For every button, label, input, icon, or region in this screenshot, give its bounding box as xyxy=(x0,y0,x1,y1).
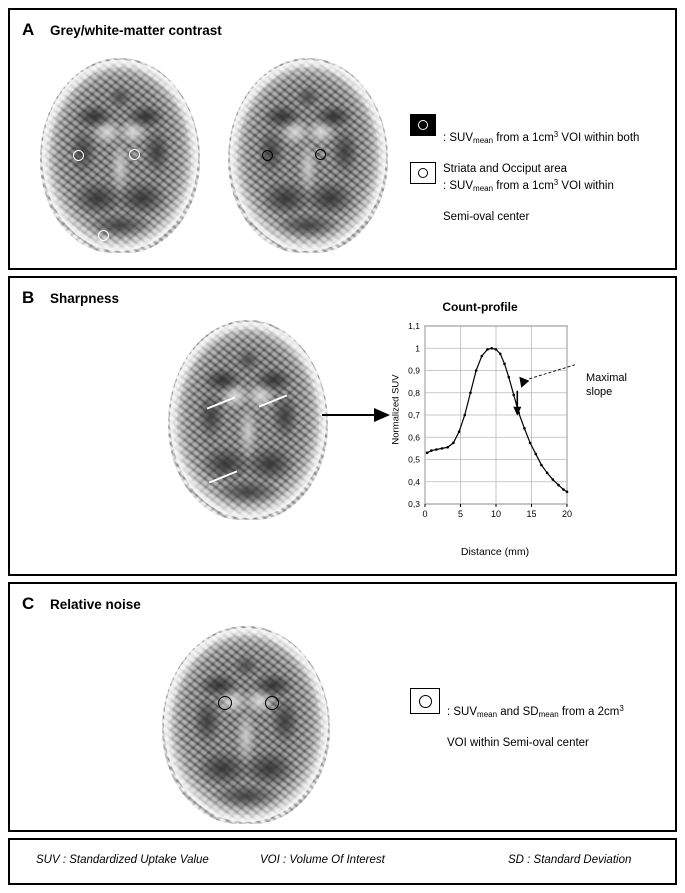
brain-image-c xyxy=(162,626,330,824)
footer-voi: VOI : Volume Of Interest xyxy=(260,854,385,866)
svg-text:5: 5 xyxy=(457,509,464,519)
brain-texture xyxy=(228,58,388,253)
svg-text:0,4: 0,4 xyxy=(408,476,420,487)
count-profile-chart xyxy=(385,300,575,558)
legend-row-noise xyxy=(410,688,670,751)
legend-text-noise xyxy=(447,688,624,751)
open-circle-box-icon xyxy=(410,162,436,184)
legend-noise-sub2: mean xyxy=(538,710,559,720)
panel-c-letter: C xyxy=(22,594,35,613)
pointer-arrow-icon xyxy=(322,406,390,424)
legend-striata-post: VOI within both xyxy=(558,132,640,145)
legend-semioval-sub: mean xyxy=(473,184,494,194)
panel-b-letter: B xyxy=(22,288,35,307)
panel-a-title: Grey/white-matter contrast xyxy=(50,23,222,38)
panel-b xyxy=(8,276,677,576)
legend-semioval-mid: from a 1cm xyxy=(493,180,554,193)
circle-glyph xyxy=(418,168,428,178)
voi-marker-noise-left xyxy=(218,696,232,710)
legend-noise-mid2: from a 2cm xyxy=(558,706,620,719)
panel-c-title: Relative noise xyxy=(50,597,141,612)
legend-noise-sup: 3 xyxy=(619,704,624,714)
legend-striata-line2: Striata and Occiput area xyxy=(443,162,568,175)
svg-text:0,5: 0,5 xyxy=(408,454,420,465)
circle-glyph xyxy=(419,695,432,708)
chart-xlabel: Distance (mm) xyxy=(460,546,530,558)
voi-marker-noise-right xyxy=(265,696,279,710)
maximal-slope-annotation xyxy=(586,372,627,400)
legend-semioval-sup: 3 xyxy=(553,178,559,188)
filled-circle-box-icon xyxy=(410,114,436,136)
svg-text:0,9: 0,9 xyxy=(408,365,420,376)
circle-glyph xyxy=(418,120,428,130)
brain-texture xyxy=(168,320,328,520)
chart-title: Count-profile xyxy=(442,300,518,314)
maximal-slope-line2: slope xyxy=(586,385,613,398)
legend-noise-mid: and SD xyxy=(497,706,539,719)
legend-semioval-pre: : SUV xyxy=(443,180,474,193)
legend-noise-sub: mean xyxy=(477,710,498,720)
panel-footer xyxy=(8,838,677,885)
footer-sd: SD : Standard Deviation xyxy=(508,854,632,866)
chart-canvas xyxy=(385,318,575,542)
legend-striata-mid: from a 1cm xyxy=(493,132,554,145)
legend-semioval-line2: Semi-oval center xyxy=(443,210,530,223)
svg-text:0,7: 0,7 xyxy=(408,410,420,421)
svg-text:0,3: 0,3 xyxy=(408,499,420,510)
panel-b-title: Sharpness xyxy=(50,291,120,306)
open-circle-box-icon xyxy=(410,688,440,714)
legend-text-semioval xyxy=(443,162,614,225)
legend-semioval-post: VOI within xyxy=(558,180,614,193)
legend-striata-sup: 3 xyxy=(553,130,559,140)
legend-noise-line2: VOI within Semi-oval center xyxy=(447,736,589,749)
brain-texture xyxy=(162,626,330,824)
svg-text:1: 1 xyxy=(415,343,420,354)
footer-suv: SUV : Standardized Uptake Value xyxy=(36,854,209,866)
panel-c xyxy=(8,582,677,832)
voi-marker-occiput xyxy=(98,230,109,241)
panel-a-letter: A xyxy=(22,20,35,39)
voi-marker-striatum-right xyxy=(129,149,140,160)
brain-image-a-right xyxy=(228,58,388,253)
brain-image-a-left xyxy=(40,58,200,253)
svg-text:20: 20 xyxy=(561,509,573,519)
legend-row-semioval xyxy=(410,162,680,225)
svg-text:1,1: 1,1 xyxy=(408,321,420,332)
legend-striata-sub: mean xyxy=(473,136,494,146)
chart-ylabel: Normalized SUV xyxy=(390,374,402,445)
maximal-slope-line1: Maximal xyxy=(586,372,627,384)
legend-noise-pre: : SUV xyxy=(447,706,478,719)
svg-text:10: 10 xyxy=(490,509,502,519)
voi-marker-striatum-left xyxy=(73,150,84,161)
brain-texture xyxy=(40,58,200,253)
panel-a xyxy=(8,8,677,270)
legend-striata-pre: : SUV xyxy=(443,132,474,145)
svg-text:15: 15 xyxy=(526,509,537,519)
svg-text:0,6: 0,6 xyxy=(408,432,420,443)
voi-marker-semioval-left xyxy=(262,150,273,161)
voi-marker-semioval-right xyxy=(315,149,326,160)
svg-text:0: 0 xyxy=(422,509,428,519)
brain-image-b xyxy=(168,320,328,520)
svg-text:0,8: 0,8 xyxy=(408,387,420,398)
